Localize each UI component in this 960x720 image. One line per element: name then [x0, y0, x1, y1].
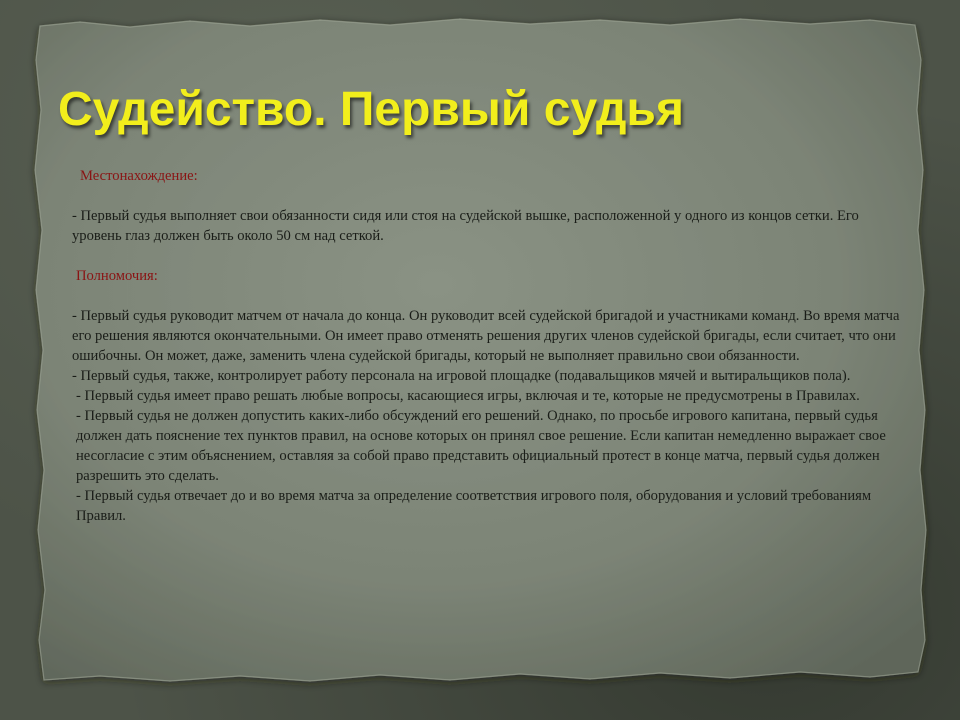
powers-item: - Первый судья руководит матчем от начала до конца. Он руководит всей судейской бригадой и участниками команд. Во время матча его решения являются окончательными. Он имеет право отменять решения других членов судейской бригады, если считает, что они ошибочны. Он может, даже, заменить члена судейской бригады, который не выполняет правильно свои обязанности.: [72, 308, 900, 364]
powers-item: - Первый судья, также, контролирует работу персонала на игровой площадке (подавальщиков мячей и вытиральщиков пола).: [72, 368, 851, 384]
section-label-location: Местонахождение:: [80, 168, 198, 184]
spacer: [72, 186, 902, 206]
spacer: [72, 246, 902, 266]
slide-title: Судейство. Первый судья: [58, 83, 684, 136]
powers-item: - Первый судья не должен допустить каких-либо обсуждений его решений. Однако, по просьбе игрового капитана, первый судья должен дать пояснение тех пунктов правил, на основе которых он принял свое решение. Если капитан немедленно выражает свое несогласие с этим объяснением, оставляя за собой право представить официальный протест в конце матча, первый судья должен разрешить это сделать.: [76, 408, 886, 484]
powers-item: - Первый судья имеет право решать любые вопросы, касающиеся игры, включая и те, которые не предусмотрены в Правилах.: [76, 388, 860, 404]
location-text: - Первый судья выполняет свои обязанности сидя или стоя на судейской вышке, расположенной у одного из концов сетки. Его уровень глаз должен быть около 50 см над сеткой.: [72, 208, 859, 244]
spacer: [72, 286, 902, 306]
slide-content: [72, 166, 902, 526]
section-label-powers: Полномочия:: [76, 268, 158, 284]
powers-item: - Первый судья отвечает до и во время матча за определение соответствия игрового поля, оборудования и условий требованиям Правил.: [76, 488, 872, 524]
